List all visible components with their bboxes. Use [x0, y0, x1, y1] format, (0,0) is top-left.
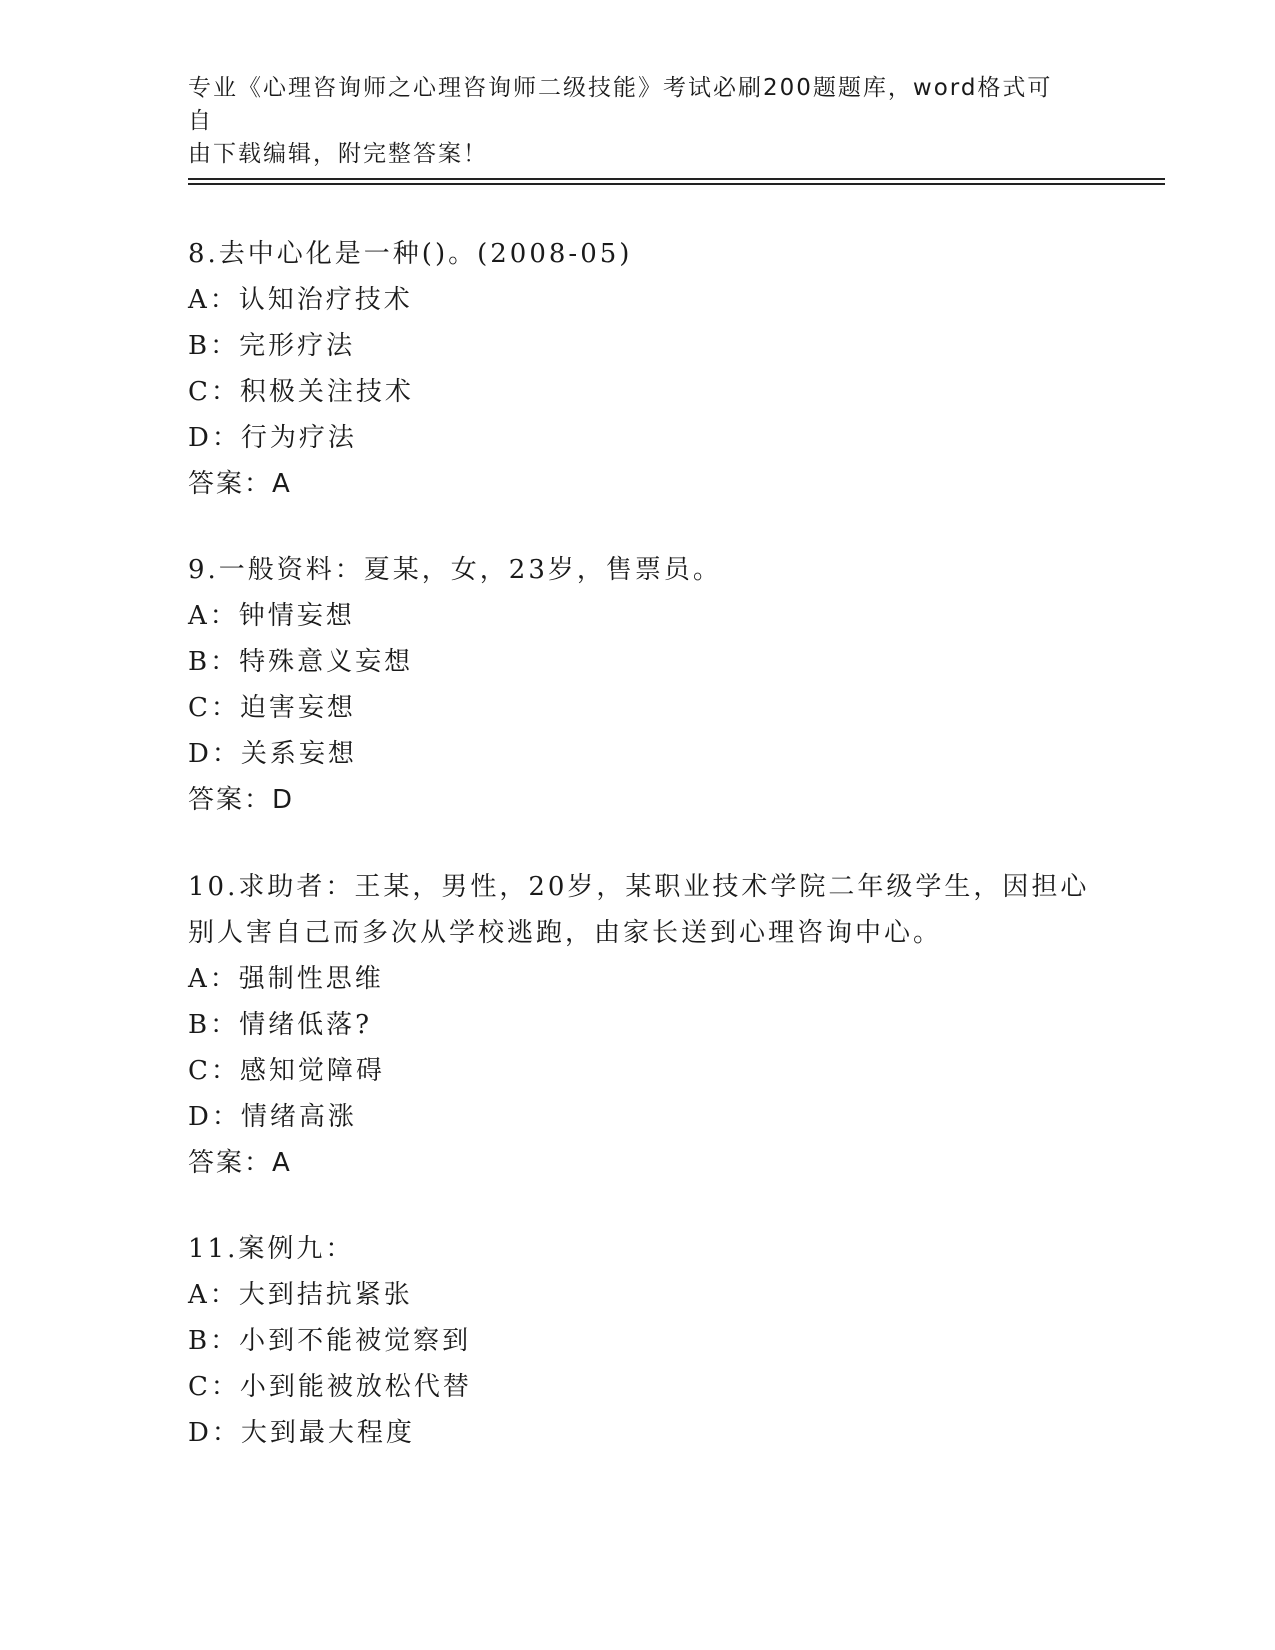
option-b: B：情绪低落?	[188, 1010, 373, 1040]
question-stem: 10.求助者：王某，男性，20岁，某职业技术学院二年级学生，因担心	[188, 872, 1090, 902]
question-9	[188, 547, 1088, 823]
question-stem: 8.去中心化是一种()。(2008-05)	[188, 239, 633, 269]
option-a: A：强制性思维	[188, 964, 384, 994]
option-d: D：关系妄想	[188, 739, 357, 769]
option-d: D：行为疗法	[188, 423, 357, 453]
option-c: C：感知觉障碍	[188, 1056, 385, 1086]
answer: 答案：A	[188, 1148, 292, 1178]
question-8	[188, 231, 1088, 507]
header-line-1: 专业《心理咨询师之心理咨询师二级技能》考试必刷200题题库，word格式可自	[188, 75, 1053, 134]
question-stem: 9.一般资料：夏某，女，23岁，售票员。	[188, 555, 722, 585]
answer: 答案：A	[188, 469, 292, 499]
header-divider-top	[188, 178, 1165, 180]
header-divider-bottom	[188, 183, 1165, 185]
option-c: C：小到能被放松代替	[188, 1372, 472, 1402]
question-11	[188, 1226, 1088, 1456]
option-a: A：大到拮抗紧张	[188, 1280, 413, 1310]
option-b: B：完形疗法	[188, 331, 356, 361]
option-b: B：特殊意义妄想	[188, 647, 414, 677]
option-b: B：小到不能被觉察到	[188, 1326, 472, 1356]
document-header	[188, 72, 1068, 171]
question-stem-continued: 别人害自己而多次从学校逃跑，由家长送到心理咨询中心。	[188, 918, 943, 948]
option-d: D：情绪高涨	[188, 1102, 357, 1132]
option-a: A：认知治疗技术	[188, 285, 413, 315]
question-stem: 11.案例九：	[188, 1234, 355, 1264]
option-c: C：积极关注技术	[188, 377, 414, 407]
option-a: A：钟情妄想	[188, 601, 355, 631]
header-line-2: 由下载编辑，附完整答案！	[188, 141, 488, 167]
option-c: C：迫害妄想	[188, 693, 356, 723]
option-d: D：大到最大程度	[188, 1418, 415, 1448]
question-10	[188, 864, 1088, 1186]
answer: 答案：D	[188, 785, 295, 815]
